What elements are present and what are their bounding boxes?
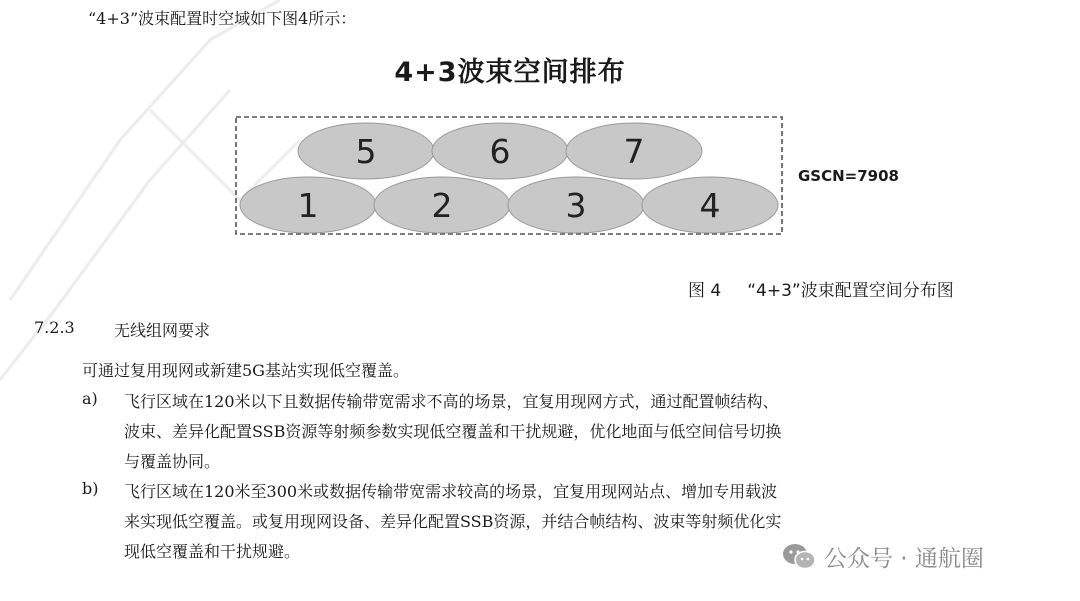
beams-top-row bbox=[298, 123, 702, 179]
figure-title: 4+3波束空间排布 bbox=[394, 57, 626, 88]
beam-label-2: 2 bbox=[431, 186, 453, 225]
wechat-watermark bbox=[782, 540, 984, 573]
beam-label-7: 7 bbox=[623, 132, 645, 171]
beam-label-5: 5 bbox=[355, 132, 377, 171]
item-a-line-3: 与覆盖协同。 bbox=[124, 452, 221, 471]
section-title: 无线组网要求 bbox=[114, 321, 211, 340]
item-b-line-1: 飞行区域在120米至300米或数据传输带宽需求较高的场景，宜复用现网站点、增加专用载波 bbox=[124, 482, 778, 501]
item-b-label: b) bbox=[82, 479, 99, 498]
beams-bottom-row bbox=[240, 177, 778, 233]
watermark-text: 公众号 · 通航圈 bbox=[824, 546, 984, 572]
caption-text: “4+3”波束配置空间分布图 bbox=[747, 281, 954, 301]
intro-text: “4+3”波束配置时空域如下图4所示： bbox=[88, 9, 357, 28]
caption-number: 图 4 bbox=[688, 281, 722, 301]
item-a-label: a) bbox=[82, 389, 98, 408]
item-a-line-1: 飞行区域在120米以下且数据传输带宽需求不高的场景，宜复用现网方式，通过配置帧结构、 bbox=[124, 392, 779, 411]
gscn-label: GSCN=7908 bbox=[798, 167, 899, 185]
item-b-line-3: 现低空覆盖和干扰规避。 bbox=[124, 542, 301, 561]
item-b-line-2: 来实现低空覆盖。或复用现网设备、差异化配置SSB资源，并结合帧结构、波束等射频优化实 bbox=[124, 512, 782, 531]
item-a-line-2: 波束、差异化配置SSB资源等射频参数实现低空覆盖和干扰规避，优化地面与低空间信号切换 bbox=[124, 422, 782, 441]
section-number: 7.2.3 bbox=[34, 318, 75, 337]
beam-label-3: 3 bbox=[565, 186, 587, 225]
beam-label-1: 1 bbox=[297, 186, 319, 225]
figure-caption bbox=[688, 276, 954, 301]
beam-label-6: 6 bbox=[489, 132, 511, 171]
paragraph: 可通过复用现网或新建5G基站实现低空覆盖。 bbox=[82, 361, 409, 380]
beam-label-4: 4 bbox=[699, 186, 721, 225]
wechat-icon bbox=[782, 543, 816, 571]
